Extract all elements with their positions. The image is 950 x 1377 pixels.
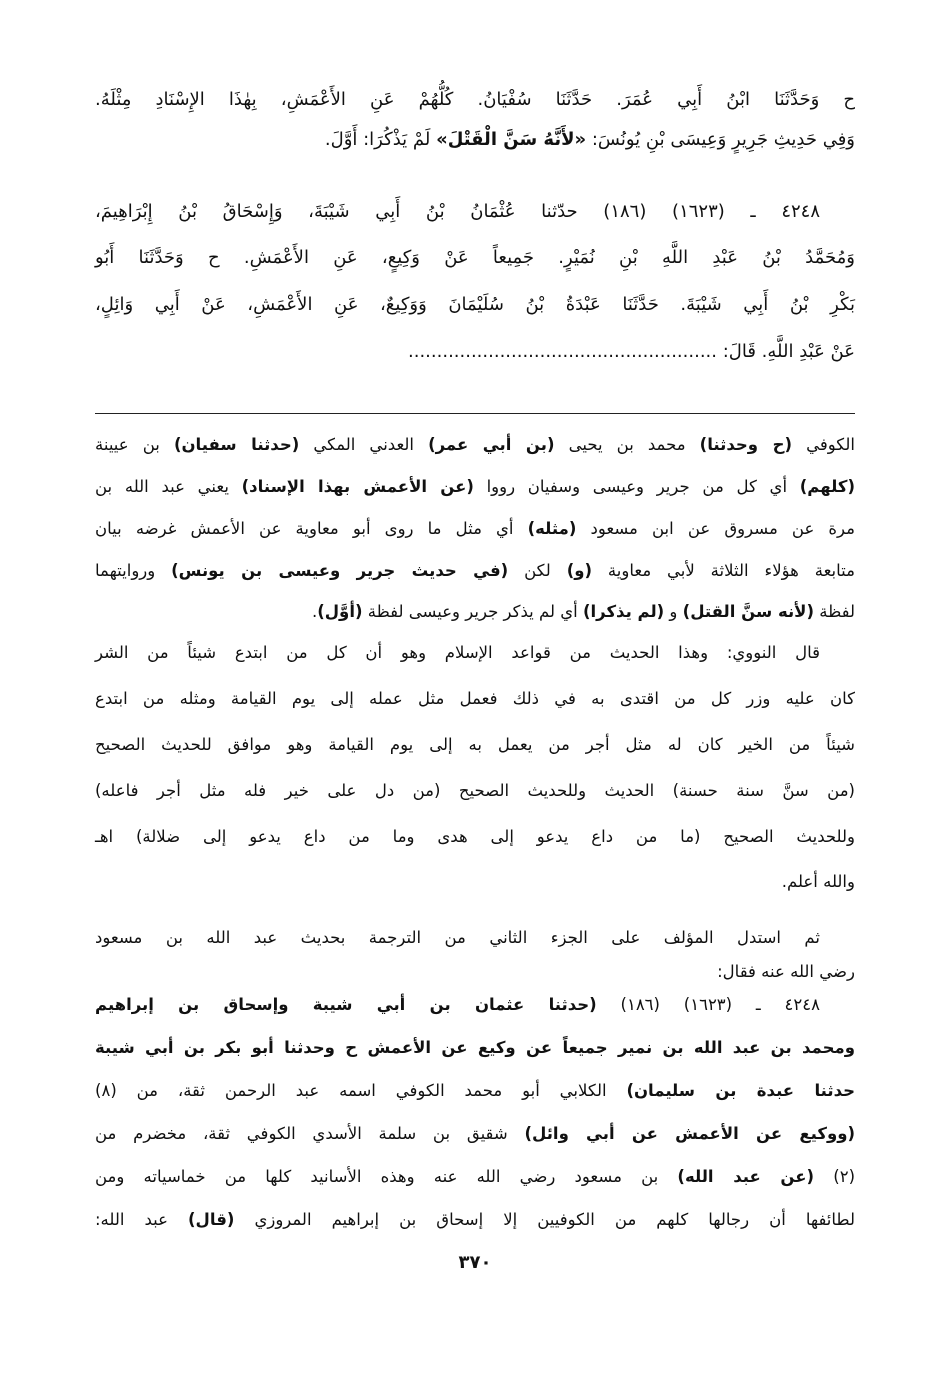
text-segment: عبد الله:	[95, 1210, 189, 1229]
bold-text-segment: (عن عبد الله)	[677, 1167, 815, 1186]
bold-text-segment: (مثله)	[527, 519, 577, 538]
hadith-line	[95, 238, 855, 278]
text-segment: الكوفي	[792, 435, 855, 454]
text-segment: يعني عبد الله بن	[95, 477, 242, 496]
text-segment: بن مسعود رضي الله عنه وهذه الأسانيد كلها من خماسياته ومن	[95, 1167, 678, 1186]
commentary-line	[95, 633, 855, 673]
text-segment: وللحديث الصحيح (ما من داع يدعو إلى هدى وما من داع يدعو إلى ضلالة) اهـ	[95, 827, 855, 846]
hadith-line	[95, 120, 855, 160]
bold-text-segment: (لم يذكرا)	[582, 602, 665, 621]
text-segment: ثم استدل المؤلف على الجزء الثاني من الترجمة بحديث عبد الله بن مسعود	[95, 928, 820, 947]
text-segment: العدني المكي	[299, 435, 429, 454]
text-segment: ٤٢٤٨ ـ (١٦٢٣) (١٨٦) حدّثنا عُثْمَانُ بْنُ أَبِي شَيْبَةَ، وَإِسْحَاقُ بْنُ إِبْرَاهِيمَ،	[95, 201, 820, 222]
text-segment: (من سنَّ سنة حسنة) الحديث وللحديث الصحيح (من دل على خير فله مثل أجر فاعله)	[95, 781, 855, 800]
text-segment: .	[311, 602, 318, 621]
text-segment: لكن	[508, 561, 567, 580]
text-segment: شقيق بن سلمة الأسدي الكوفي ثقة، مخضرم من	[95, 1124, 525, 1143]
text-segment: (٢)	[814, 1167, 855, 1186]
hadith-line	[95, 285, 855, 325]
bold-text-segment: (أوَّل)	[317, 602, 363, 621]
text-segment: وروايتهما	[95, 561, 172, 580]
commentary-line	[95, 1114, 855, 1154]
text-segment: أي مثل ما روى أبو معاوية عن الأعمش غرضه بيان	[95, 519, 528, 538]
text-segment: بَكْرِ بْنُ أَبِي شَيْبَةَ. حَدَّثَنَا عَبْدَةُ بْنُ سُلَيْمَانَ وَوَكِيعٌ، عَنِ الأَعْمَشِ، عَنْ أَبِي وَائِلٍ،	[95, 294, 855, 315]
bold-text-segment: (بن أبي عمر)	[428, 435, 555, 454]
commentary-line	[95, 1157, 855, 1197]
text-segment: و	[664, 602, 683, 621]
commentary-line	[95, 771, 855, 811]
text-segment: لَمْ يَذْكُرَا: أَوَّلَ.	[324, 129, 437, 150]
text-segment: شيئاً من الخير كان له مثل أجر من يعمل به إلى يوم القيامة وهو موافق للحديث الصحيح	[95, 735, 855, 754]
text-segment: بن عيينة	[95, 435, 174, 454]
bold-text-segment: (ووكيع عن الأعمش عن أبي وائل)	[524, 1124, 855, 1143]
text-segment: أي كل من جرير وعيسى وسفيان رووا	[473, 477, 800, 496]
bold-text-segment: «لأَنَّهُ سَنَّ الْقَتْلَ»	[436, 129, 587, 150]
page-number: ٣٧٠	[458, 1252, 492, 1273]
hadith-line	[95, 332, 855, 372]
text-segment: لطائفها أن رجالها كلهم من الكوفيين إلا إسحاق بن إبراهيم المروزي	[234, 1210, 855, 1229]
bold-text-segment: (حدثنا عثمان بن أبي شيبة وإسحاق بن إبراهيم	[95, 995, 597, 1014]
commentary-line	[95, 592, 855, 632]
text-segment: رضي الله عنه فقال:	[717, 962, 855, 981]
bold-text-segment: (و)	[566, 561, 593, 580]
commentary-line	[95, 551, 855, 591]
text-segment: محمد بن يحيى	[554, 435, 700, 454]
text-segment: الكلابي أبو محمد الكوفي اسمه عبد الرحمن ثقة، من (٨)	[95, 1081, 627, 1100]
text-segment: ٤٢٤٨ ـ (١٦٢٣) (١٨٦)	[596, 995, 820, 1014]
commentary-line	[95, 862, 855, 902]
text-segment: لفظة	[813, 602, 855, 621]
text-segment: أي لم يذكر جرير وعيسى لفظة	[362, 602, 583, 621]
commentary-line	[95, 725, 855, 765]
text-segment: كان عليه وزر كل من اقتدى به في ذلك فعمل مثل عمله إلى يوم القيامة ومثله من ابتدع	[95, 689, 855, 708]
commentary-line	[95, 509, 855, 549]
bold-text-segment: (قال)	[188, 1210, 235, 1229]
bold-text-segment: (في حديث جرير وعيسى بن يونس)	[171, 561, 509, 580]
text-segment: عَنْ عَبْدِ اللَّهِ. قَالَ:	[717, 341, 855, 362]
bold-text-segment: (عن الأعمش بهذا الإسناد)	[241, 477, 474, 496]
commentary-line	[95, 679, 855, 719]
bold-text-segment: (كلهم)	[799, 477, 855, 496]
bold-text-segment: (حدثنا سفيان)	[173, 435, 300, 454]
commentary-line	[95, 1071, 855, 1111]
commentary-line	[95, 1028, 855, 1068]
text-segment: والله أعلم.	[781, 872, 855, 891]
commentary-line	[95, 425, 855, 465]
text-segment: مرة عن مسروق عن ابن مسعود	[576, 519, 855, 538]
commentary-line	[95, 817, 855, 857]
commentary-line	[95, 467, 855, 507]
text-segment: قال النووي: وهذا الحديث من قواعد الإسلام وهو أن كل من ابتدع شيئاً من الشر	[95, 643, 820, 662]
bold-text-segment: (ح وحدثنا)	[699, 435, 793, 454]
text-segment: ......................................................	[408, 341, 717, 362]
bold-text-segment: ومحمد بن عبد الله بن نمير جميعاً عن وكيع عن الأعمش ح وحدثنا أبو بكر بن أبي شيبة	[95, 1038, 855, 1057]
text-segment: متابعة هؤلاء الثلاثة لأبي معاوية	[592, 561, 855, 580]
text-segment: وَفِي حَدِيثِ جَرِيرٍ وَعِيسَى بْنِ يُونُسَ:	[586, 129, 855, 150]
commentary-line	[95, 985, 855, 1025]
bold-text-segment: (لأنه سنَّ القتل)	[682, 602, 814, 621]
commentary-line	[95, 1200, 855, 1240]
text-segment: ح وَحَدَّثَنَا ابْنُ أَبِي عُمَرَ. حَدَّثَنَا سُفْيَانُ. كُلُّهُمْ عَنِ الأَعْمَشِ، بِهٰذَا الإِسْنَادِ مِثْلَهُ.	[95, 89, 855, 110]
hadith-line	[95, 192, 855, 232]
hadith-line	[95, 80, 855, 120]
text-segment: وَمُحَمَّدُ بْنُ عَبْدِ اللَّهِ بْنِ نُمَيْرٍ. جَمِيعاً عَنْ وَكِيعٍ، عَنِ الأَعْمَشِ. ح وَحَدَّثَنَا أَبُو	[95, 247, 855, 268]
bold-text-segment: حدثنا عبدة بن سليمان)	[626, 1081, 855, 1100]
footnote-divider	[95, 413, 855, 414]
